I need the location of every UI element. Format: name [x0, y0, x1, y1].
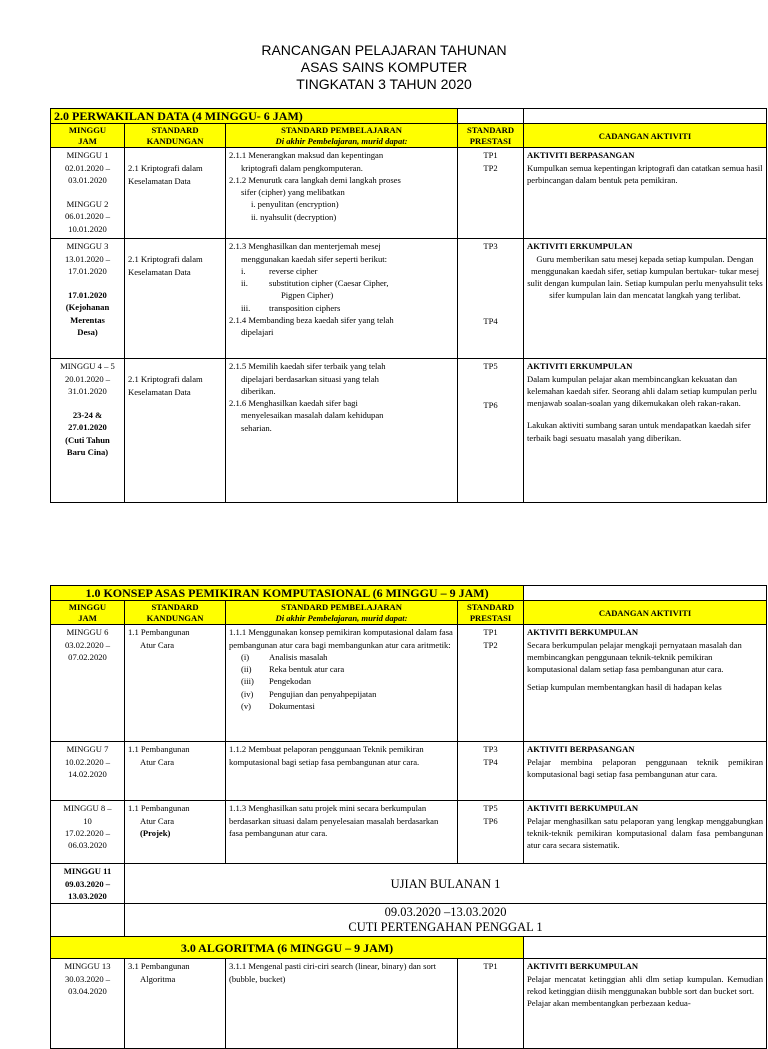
- exam-banner: UJIAN BULANAN 1: [125, 864, 767, 904]
- table-perwakilan-data: [50, 108, 767, 503]
- table-row: MINGGU 4 – 5 20.01.2020 – 31.01.2020 23-24 & 27.01.2020 (Cuti Tahun Baru Cina) 2.1 Kriptografi dalam Keselamatan Data 2.1.5 Memilih kaedah sifer terbaik yang telah dipelajari berdasarkan situasi yang telah diberikan. 2.1.6 Menghasilkan kaedah sifer bagi menyelesaikan masalah dalam kehidupan seharian. TP5 TP6 AKTIVITI ERKUMPULAN Dalam kumpulan pelajar akan membincangkan kekuatan dan kelemahan kaedah sifer. Seorang ahli dalam setiap kumpulan perlu menjawab soalan-soalan yang dikemukakan oleh rakan-rakan. Lakukan aktiviti sumbang saran untuk mendapatkan kaedah sifer terbaik bagi sesuatu masalah yang diberikan.: [51, 359, 767, 503]
- table-row: 09.03.2020 –13.03.2020 CUTI PERTENGAHAN PENGGAL 1: [51, 904, 767, 937]
- table-row: MINGGU 6 03.02.2020 – 07.02.2020 1.1 Pembangunan Atur Cara 1.1.1 Menggunakan konsep pemikiran komputasional dalam fasa pembangunan atur cara bagi membangunkan atur cara aritmetik: (i) Analisis masalah (ii) Reka bentuk atur cara (iii) Pengekodan (iv) Pengujian dan penyahpepijatan (v) Dokumentasi TP1 TP2 AKTIVITI BERKUMPULAN Secara berkumpulan pelajar mengkaji pernyataan masalah dan membincangkan penggunaan teknik-teknik pemikiran komputasional dalam setiap fasa pembangunan atur cara. Setiap kumpulan membentangkan hasil di hadapan kelas: [51, 625, 767, 742]
- column-header-row: MINGGU JAM STANDARD KANDUNGAN STANDARD PEMBELAJARAN Di akhir Pembelajaran, murid dapat: STANDARD PRESTASI CADANGAN AKTIVITI: [51, 601, 767, 625]
- table-row: MINGGU 3 13.01.2020 – 17.01.2020 17.01.2020 (Kejohanan Merentas Desa) 2.1 Kriptografi dalam Keselamatan Data 2.1.3 Menghasilkan dan menterjemah mesej menggunakan kaedah sifer seperti berikut: i. reverse cipher ii. substitution cipher (Caesar Cipher, Pigpen Cipher) iii. transposition ciphers 2.1.4 Membanding beza kaedah sifer yang telah dipelajari TP3 TP4 AKTIVITI ERKUMPULAN Guru memberikan satu mesej kepada setiap kumpulan. Dengan menggunakan kaedah sifer, setiap kumpulan bertukar- tukar mesej sulit dengan kumpulan lain. Setiap kumpulan perlu menyahsulit teks sifer kumpulan lain dan mencatat langkah yang terlibat.: [51, 239, 767, 359]
- document-title: RANCANGAN PELAJARAN TAHUNAN: [261, 42, 507, 58]
- section-title: 1.0 KONSEP ASAS PEMIKIRAN KOMPUTASIONAL (6 MINGGU – 9 JAM): [51, 586, 524, 601]
- column-header-row: MINGGU JAM STANDARD KANDUNGAN STANDARD PEMBELAJARAN Di akhir Pembelajaran, murid dapat: STANDARD PRESTASI CADANGAN AKTIVITI: [51, 124, 767, 148]
- table-pemikiran-komputasional: [50, 585, 767, 1049]
- table-row: MINGGU 13 30.03.2020 – 03.04.2020 3.1 Pembangunan Algoritma 3.1.1 Mengenal pasti ciri-ciri search (linear, binary) dan sort (bubble, bucket) TP1 AKTIVITI BERKUMPULAN Pelajar mencatat ketinggian ahli dlm setiap kumpulan. Kemudian rekod ketinggian diisih menggunakan bubble sort dan bucket sort. Pelajar akan membentangkan perbezaan kedua-: [51, 959, 767, 1049]
- table-row: MINGGU 7 10.02.2020 – 14.02.2020 1.1 Pembangunan Atur Cara 1.1.2 Membuat pelaporan penggunaan Teknik pemikiran komputasional bagi setiap fasa pembangunan atur cara. TP3 TP4 AKTIVITI BERPASANGAN Pelajar membina pelaporan penggunaan teknik pemikiran komputasional bagi setiap fasa pembangunan atur cara.: [51, 742, 767, 801]
- document-subject: ASAS SAINS KOMPUTER: [300, 59, 468, 75]
- table-row: MINGGU 8 – 10 17.02.2020 – 06.03.2020 1.1 Pembangunan Atur Cara (Projek) 1.1.3 Menghasilkan satu projek mini secara berkumpulan berdasarkan situasi dalam penyelesaian masalah berdasarkan fasa pembangunan atur cara. TP5 TP6 AKTIVITI BERKUMPULAN Pelajar menghasilkan satu pelaporan yang lengkap menggabungkan teknik-teknik pemikiran komputasional dalam fasa pembangunan atur cara secara sistematik.: [51, 801, 767, 864]
- section-title: 2.0 PERWAKILAN DATA (4 MINGGU- 6 JAM): [51, 109, 458, 124]
- section-title: 3.0 ALGORITMA (6 MINGGU – 9 JAM): [51, 937, 524, 959]
- table-row: MINGGU 1 02.01.2020 – 03.01.2020 MINGGU 2 06.01.2020 – 10.01.2020 2.1 Kriptografi dalam Keselamatan Data 2.1.1 Menerangkan maksud dan kepentingan kriptografi dalam pengkomputeran. 2.1.2 Menurutk cara langkah demi langkah proses sifer (cipher) yang melibatkan i. penyulitan (encryption) ii. nyahsulit (decryption) TP1 TP2 AKTIVITI BERPASANGAN Kumpulkan semua kepentingan kriptografi dan catatkan semua hasil perbincangan dalam bentuk peta pemikiran.: [51, 148, 767, 239]
- document-form-year: TINGKATAN 3 TAHUN 2020: [296, 76, 472, 92]
- table-row: MINGGU 11 09.03.2020 – 13.03.2020 UJIAN BULANAN 1: [51, 864, 767, 904]
